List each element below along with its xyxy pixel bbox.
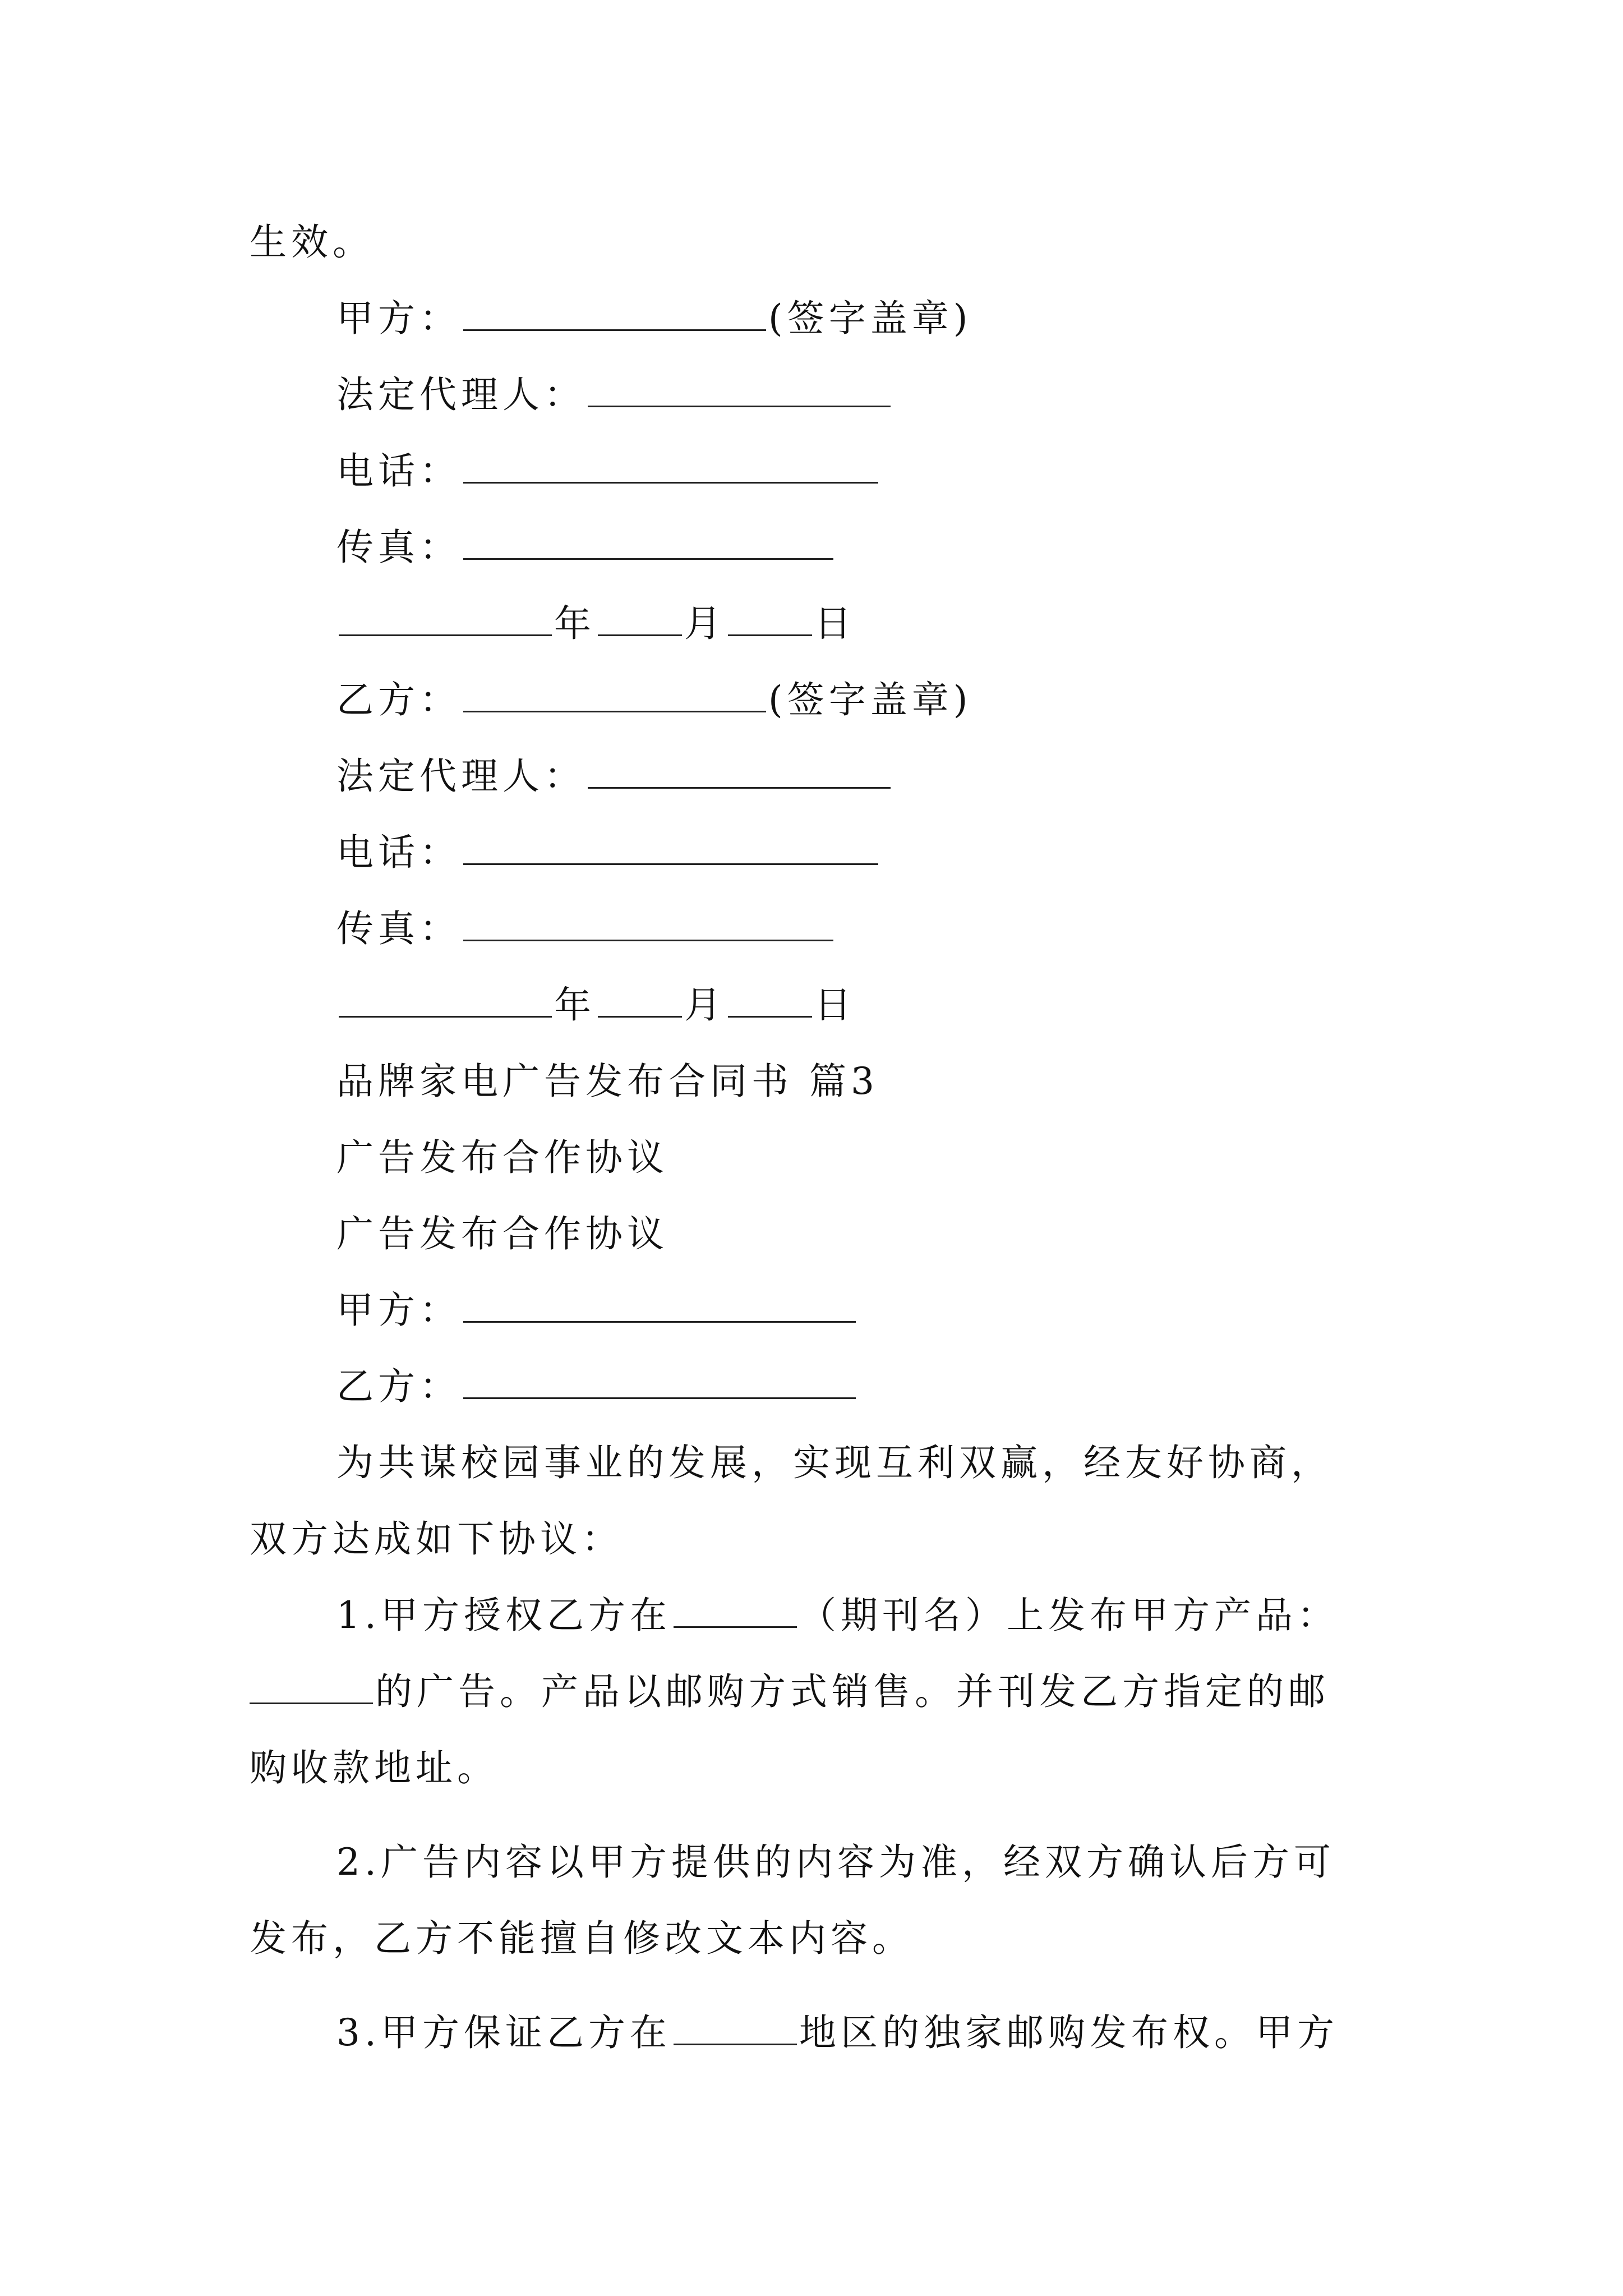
- label: 年: [554, 983, 596, 1027]
- blank-field: [598, 603, 682, 636]
- party-a-line: [336, 1288, 858, 1333]
- blank-field: [598, 984, 682, 1018]
- text: 广告发布合作协议: [336, 1212, 668, 1255]
- blank-field: [674, 1595, 797, 1628]
- party-b-line: [336, 1364, 858, 1409]
- text: （期刊名）上发布甲方产品：: [799, 1594, 1339, 1637]
- blank-field: [250, 1671, 373, 1704]
- label: 月: [684, 983, 726, 1027]
- section-title: [336, 1059, 879, 1104]
- party-a-signature-line: [336, 296, 972, 341]
- label: 日: [814, 983, 856, 1027]
- text: 3.甲方保证乙方在: [336, 2011, 671, 2054]
- blank-field: [728, 984, 812, 1018]
- party-b-phone-line: [336, 830, 880, 875]
- agreement-title-repeat: [336, 1212, 668, 1257]
- text: 地区的独家邮购发布权。甲方: [799, 2011, 1339, 2054]
- party-b-signature-line: [336, 678, 972, 723]
- label: 电话：: [336, 831, 461, 874]
- text: 双方达成如下协议：: [250, 1517, 623, 1561]
- text: 为共谋校园事业的发展，实现互利双赢，经友好协商，: [336, 1441, 1332, 1484]
- party-b-date-line: [336, 983, 856, 1028]
- label: 法定代理人：: [336, 373, 585, 416]
- text: 发布，乙方不能擅自修改文本内容。: [250, 1917, 914, 1960]
- blank-field: [463, 450, 878, 484]
- item3-line-1: [336, 2010, 1339, 2055]
- text: 的广告。产品以邮购方式销售。并刊发乙方指定的邮: [375, 1670, 1330, 1713]
- label: 乙方：: [336, 1365, 461, 1408]
- intro-line-1: [336, 1441, 1332, 1485]
- label-suffix: (签字盖章): [768, 678, 972, 721]
- blank-field: [339, 603, 552, 636]
- text-line: [250, 220, 374, 265]
- text: 2.广告内容以甲方提供的内容为准，经双方确认后方可: [336, 1841, 1335, 1884]
- label: 电话：: [336, 449, 461, 493]
- item1-line-2: [250, 1669, 1330, 1714]
- agreement-title: [336, 1135, 668, 1180]
- text: 1.甲方授权乙方在: [336, 1594, 671, 1637]
- item2-line-2: [250, 1916, 914, 1961]
- blank-field: [463, 1290, 856, 1323]
- blank-field: [463, 908, 833, 941]
- blank-field: [674, 2012, 797, 2045]
- intro-line-2: [250, 1517, 623, 1562]
- label: 日: [814, 602, 856, 645]
- item1-line-1: [336, 1593, 1339, 1638]
- label: 甲方：: [336, 297, 461, 340]
- text: 广告发布合作协议: [336, 1136, 668, 1179]
- label: 乙方：: [336, 678, 461, 721]
- blank-field: [463, 832, 878, 865]
- blank-field: [588, 756, 891, 789]
- blank-field: [728, 603, 812, 636]
- text: 购收款地址。: [250, 1746, 499, 1789]
- label: 月: [684, 602, 726, 645]
- text: 生效。: [250, 220, 374, 264]
- text: 品牌家电广告发布合同书 篇3: [336, 1060, 879, 1103]
- party-a-fax-line: [336, 525, 836, 570]
- blank-field: [463, 1366, 856, 1399]
- item2-line-1: [336, 1840, 1335, 1885]
- blank-field: [463, 298, 766, 331]
- blank-field: [463, 679, 766, 712]
- label: 法定代理人：: [336, 754, 585, 798]
- label: 传真：: [336, 526, 461, 569]
- label: 传真：: [336, 907, 461, 950]
- party-b-fax-line: [336, 907, 836, 951]
- blank-field: [463, 527, 833, 560]
- item1-line-3: [250, 1746, 499, 1791]
- label: 年: [554, 602, 596, 645]
- label-suffix: (签字盖章): [768, 297, 972, 340]
- blank-field: [588, 374, 891, 407]
- party-a-date-line: [336, 601, 856, 646]
- blank-field: [339, 984, 552, 1018]
- label: 甲方：: [336, 1289, 461, 1332]
- party-b-representative-line: [336, 754, 893, 799]
- party-a-phone-line: [336, 449, 880, 494]
- party-a-representative-line: [336, 372, 893, 417]
